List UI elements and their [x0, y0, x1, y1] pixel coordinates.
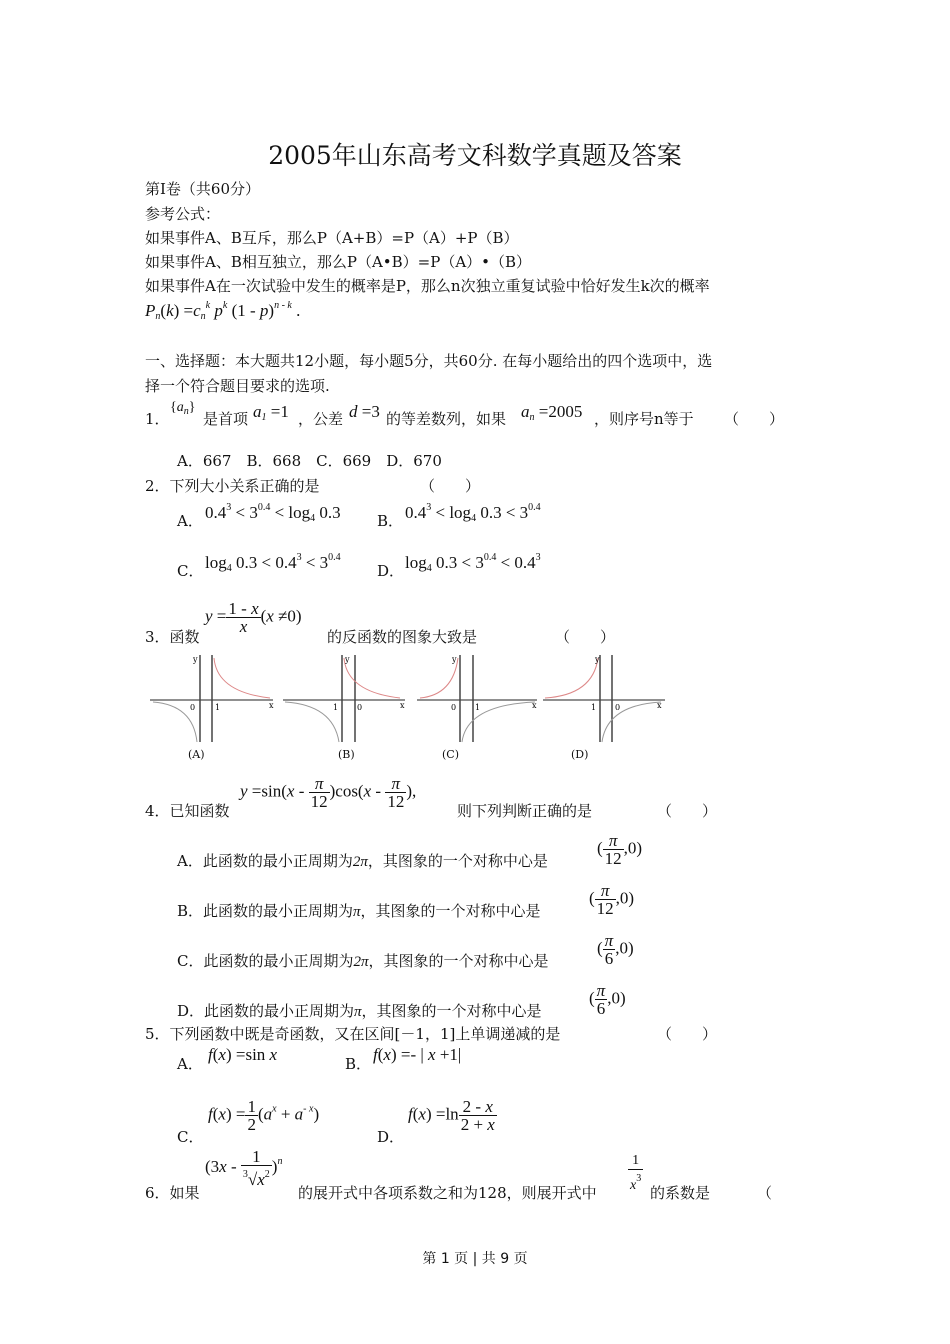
- q4-option-b-text: B．此函数的最小正周期为: [177, 902, 354, 920]
- q1-text-4: ，则序号n等于: [594, 410, 694, 428]
- q6-paren: （: [757, 1184, 773, 1202]
- q4-option-d: D．此函数的最小正周期为π，其图象的一个对称中心是: [177, 1002, 542, 1020]
- q1-text-1: 是首项: [203, 410, 249, 428]
- q3-paren: （ ）: [555, 628, 616, 646]
- q4-option-d-center: ( $\frac{\pi}{6}$ ,0): [589, 981, 626, 1018]
- page-title: 2005年山东高考文科数学真题及答案: [268, 141, 682, 170]
- q3-text: 的反函数的图象大致是: [327, 628, 478, 646]
- q1-diff: d =3: [349, 402, 380, 421]
- q4-function: y =sin(x - $\frac{\pi}{12}$ )cos(x - $\frac{\pi}{12}$ ),: [240, 774, 417, 811]
- q5-option-b: f(x) =- | x +1|: [373, 1045, 462, 1064]
- q1-number: 1．: [145, 410, 170, 428]
- q2-option-c-label: C．: [177, 562, 204, 580]
- q4-option-a: A．此函数的最小正周期为2π，其图象的一个对称中心是: [177, 852, 548, 870]
- q5-option-d: f(x) =ln $\frac{2 - x}{2 + x}$: [408, 1097, 495, 1134]
- q5-option-c-label: C．: [177, 1128, 204, 1146]
- graph-a: [150, 655, 274, 742]
- q4-option-c: C．此函数的最小正周期为2π，其图象的一个对称中心是: [177, 952, 549, 970]
- svg-text:x: x: [269, 701, 274, 710]
- q1-first-term: $a_1 =1$: [253, 402, 289, 423]
- q5-text: 5．下列函数中既是奇函数，又在区间[－1，1]上单调递减的是: [145, 1025, 561, 1043]
- q4-option-d-tail: ，其图象的一个对称中心是: [361, 1002, 542, 1020]
- graph-label-d: (D): [571, 748, 589, 761]
- page-footer: 第 1 页 | 共 9 页: [422, 1251, 528, 1267]
- section-intro-2: 择一个符合题目要求的选项.: [145, 377, 330, 395]
- q5-option-b-label: B．: [345, 1055, 372, 1073]
- svg-text:0: 0: [615, 703, 621, 712]
- svg-text:0: 0: [451, 703, 457, 712]
- q5-option-c: f(x) = $\frac{1}{2}$ $(a^x + a^{- x})$: [208, 1097, 320, 1134]
- graph-label-c: (C): [442, 748, 459, 761]
- reference-label: 参考公式：: [145, 205, 221, 223]
- q5-option-a: f(x) =sin x: [208, 1045, 278, 1064]
- svg-text:y: y: [345, 655, 350, 664]
- svg-text:0: 0: [357, 703, 363, 712]
- q1-an: $a_n =2005$: [521, 402, 583, 423]
- q2-paren: （ ）: [420, 477, 481, 495]
- q1-text-2: ，公差: [298, 410, 344, 428]
- formula-2: 如果事件A、B相互独立，那么P（A•B）=P（A）•（B）: [145, 253, 532, 271]
- binomial-formula: $P_n(k) =c_n^k$ $p^k$ (1 - p)$^{n - k}$ .: [145, 300, 301, 322]
- q6-tail: 的系数是: [650, 1184, 711, 1202]
- svg-text:1: 1: [333, 703, 339, 712]
- graph-label-b: (B): [338, 748, 355, 761]
- q2-option-c: $\log_4 0.3 < 0.4^3 < 3^{0.4}$: [205, 552, 341, 574]
- graph-b: [283, 655, 405, 742]
- q3-number: 3．函数: [145, 628, 200, 646]
- graph-d: [543, 655, 665, 742]
- svg-text:1: 1: [215, 703, 221, 712]
- svg-text:1: 1: [591, 703, 597, 712]
- q2-option-a: $0.4^3 < 3^{0.4} < \log_4 0.3$: [205, 502, 341, 524]
- q6-text: 的展开式中各项系数之和为128，则展开式中: [298, 1184, 597, 1202]
- q4-option-a-text: A．此函数的最小正周期为: [177, 852, 353, 870]
- q4-option-b: B．此函数的最小正周期为π，其图象的一个对称中心是: [177, 902, 541, 920]
- q4-option-a-tail: ，其图象的一个对称中心是: [367, 852, 548, 870]
- q1-options: A．667 B．668 C．669 D．670: [177, 452, 442, 470]
- q1-paren: （ ）: [724, 410, 785, 428]
- volume-heading: 第Ⅰ卷（共60分）: [145, 180, 261, 198]
- q4-option-c-center: ( $\frac{\pi}{6}$ ,0): [597, 931, 634, 968]
- graph-label-a: (A): [188, 748, 205, 761]
- svg-text:x: x: [657, 701, 662, 710]
- q5-paren: （ ）: [657, 1025, 718, 1043]
- q3-graphs: [145, 650, 670, 770]
- q4-option-b-tail: ，其图象的一个对称中心是: [360, 902, 541, 920]
- q4-option-d-text: D．此函数的最小正周期为: [177, 1002, 355, 1020]
- svg-text:y: y: [452, 655, 457, 664]
- q4-option-a-center: ( $\frac{\pi}{12}$ ,0): [597, 831, 643, 868]
- svg-text:x: x: [400, 701, 405, 710]
- q2-option-b-label: B．: [377, 512, 404, 530]
- q4-text: 则下列判断正确的是: [457, 802, 593, 820]
- q2-option-b: $0.4^3 < \log_4 0.3 < 3^{0.4}$: [405, 502, 541, 524]
- q6-term: $\frac{1}{x^3}$: [630, 1153, 642, 1193]
- svg-text:0: 0: [190, 703, 196, 712]
- q4-option-c-tail: ，其图象的一个对称中心是: [368, 952, 549, 970]
- q2-option-a-label: A．: [177, 512, 203, 530]
- svg-text:x: x: [532, 701, 537, 710]
- q4-paren: （ ）: [657, 802, 718, 820]
- q1-text-3: 的等差数列，如果: [386, 410, 507, 428]
- q1-seq: $\{a_n\}$: [170, 400, 196, 417]
- q5-option-d-label: D．: [377, 1128, 405, 1146]
- q2-option-d: $\log_4 0.3 < 3^{0.4} < 0.4^3$: [405, 552, 541, 574]
- formula-3: 如果事件A在一次试验中发生的概率是P，那么n次独立重复试验中恰好发生k次的概率: [145, 277, 710, 295]
- q6-number: 6．如果: [145, 1184, 200, 1202]
- svg-text:y: y: [193, 655, 198, 664]
- graph-c: [417, 655, 537, 742]
- q2-option-d-label: D．: [377, 562, 405, 580]
- q5-option-a-label: A．: [177, 1055, 203, 1073]
- q4-number: 4．已知函数: [145, 802, 230, 820]
- svg-text:1: 1: [475, 703, 481, 712]
- section-intro-1: 一、选择题：本大题共12小题，每小题5分，共60分. 在每小题给出的四个选项中，选: [145, 352, 713, 370]
- svg-text:y: y: [595, 655, 600, 664]
- q4-option-c-text: C．此函数的最小正周期为: [177, 952, 354, 970]
- formula-1: 如果事件A、B互斥，那么P（A+B）=P（A）+P（B）: [145, 229, 519, 247]
- q4-option-b-center: ( $\frac{\pi}{12}$ ,0): [589, 881, 635, 918]
- q6-expression: (3x - $\frac{1}{^3√x^2}$ )$^n$: [205, 1147, 283, 1189]
- q2-text: 2．下列大小关系正确的是: [145, 477, 320, 495]
- q3-function: y = $\frac{1 - x}{x}$ (x ≠0): [205, 599, 302, 636]
